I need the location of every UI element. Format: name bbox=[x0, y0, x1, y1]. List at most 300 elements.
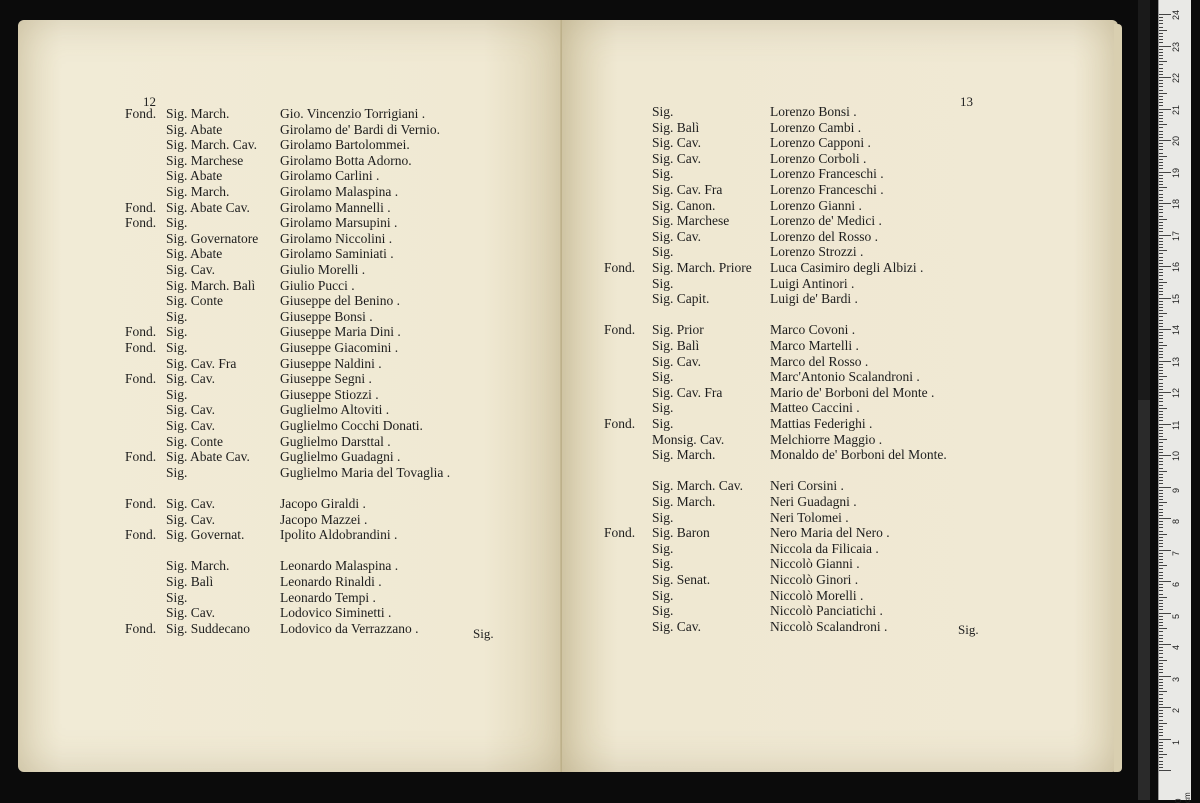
title-label: Sig. March. bbox=[166, 558, 230, 574]
ruler-tick bbox=[1159, 761, 1163, 762]
ruler-tick bbox=[1159, 461, 1163, 462]
title-label: Sig. bbox=[652, 275, 674, 291]
ruler-tick bbox=[1159, 203, 1171, 204]
ruler-tick bbox=[1159, 672, 1163, 673]
ruler-tick bbox=[1159, 518, 1171, 519]
ruler-tick bbox=[1159, 146, 1163, 147]
ruler-tick bbox=[1159, 701, 1163, 702]
name-label: Monaldo de' Borboni del Monte. bbox=[770, 447, 947, 463]
ruler-tick bbox=[1159, 46, 1171, 47]
title-label: Sig. Balì bbox=[652, 338, 700, 353]
name-label: Giulio Pucci . bbox=[280, 277, 355, 293]
ruler-tick bbox=[1159, 553, 1163, 554]
title-label: Sig. March. bbox=[652, 494, 716, 509]
fond-label: Fond. bbox=[125, 496, 157, 511]
ruler-tick bbox=[1159, 493, 1163, 494]
ruler-tick bbox=[1159, 638, 1163, 639]
ruler-tick bbox=[1159, 323, 1163, 324]
ruler-tick bbox=[1159, 446, 1163, 447]
catchword: Sig. bbox=[473, 626, 494, 641]
ruler-tick bbox=[1159, 398, 1163, 399]
ruler-tick bbox=[1159, 361, 1171, 362]
title-label: Monsig. Cav. bbox=[652, 431, 725, 447]
ruler-number: 14 bbox=[1171, 324, 1181, 335]
ruler-tick bbox=[1159, 14, 1171, 15]
title-label: Sig. Prior bbox=[652, 322, 704, 338]
ruler-tick bbox=[1159, 291, 1163, 292]
ruler-tick bbox=[1159, 159, 1163, 160]
title-label: Sig. bbox=[166, 464, 188, 480]
ruler-tick bbox=[1159, 764, 1163, 765]
name-label: Giuseppe del Benino . bbox=[280, 293, 400, 309]
ruler-tick bbox=[1159, 603, 1163, 604]
ruler-tick bbox=[1159, 354, 1163, 355]
ruler-tick bbox=[1159, 235, 1171, 236]
ruler-tick bbox=[1159, 424, 1171, 425]
title-label: Sig. Balì bbox=[166, 574, 214, 589]
ruler-tick bbox=[1159, 653, 1163, 654]
ruler-number: 17 bbox=[1171, 230, 1181, 241]
name-label: Guglielmo Guadagni . bbox=[280, 449, 401, 465]
ruler-tick bbox=[1159, 442, 1163, 443]
ruler-tick bbox=[1159, 121, 1163, 122]
ruler-tick bbox=[1159, 294, 1163, 295]
ruler-tick bbox=[1159, 109, 1171, 110]
ruler-tick bbox=[1159, 578, 1163, 579]
name-label: Girolamo Niccolini . bbox=[280, 230, 393, 246]
ruler-number: 12 bbox=[1171, 387, 1181, 398]
ruler-tick bbox=[1159, 685, 1163, 686]
title-label: Sig. Marchese bbox=[652, 213, 730, 229]
title-label: Sig. Canon. bbox=[652, 197, 716, 213]
title-label: Sig. bbox=[166, 324, 188, 340]
ruler-tick bbox=[1159, 694, 1163, 695]
ruler-tick bbox=[1159, 742, 1163, 743]
ruler-tick bbox=[1159, 206, 1163, 207]
title-label: Sig. Conte bbox=[166, 293, 224, 309]
ruler-tick bbox=[1159, 395, 1163, 396]
ruler-tick bbox=[1159, 452, 1163, 453]
title-label: Sig. Abate Cav. bbox=[166, 199, 250, 215]
ruler-tick bbox=[1159, 657, 1163, 658]
ruler-tick bbox=[1159, 767, 1163, 768]
ruler-tick bbox=[1159, 660, 1167, 661]
name-label: Girolamo Malaspina . bbox=[280, 184, 399, 199]
ruler-tick bbox=[1159, 187, 1167, 188]
ruler-tick bbox=[1159, 99, 1163, 100]
ruler-tick bbox=[1159, 175, 1163, 176]
ruler-tick bbox=[1159, 430, 1163, 431]
right-page bbox=[562, 20, 1118, 772]
ruler-tick bbox=[1159, 23, 1163, 24]
color-strip bbox=[1138, 400, 1150, 800]
ruler-tick bbox=[1159, 729, 1163, 730]
ruler-tick bbox=[1159, 250, 1167, 251]
ruler-tick bbox=[1159, 663, 1163, 664]
ruler-tick bbox=[1159, 754, 1167, 755]
ruler-tick bbox=[1159, 168, 1163, 169]
ruler-tick bbox=[1159, 635, 1163, 636]
name-label: Niccola da Filicaia . bbox=[770, 540, 879, 556]
ruler-tick bbox=[1159, 137, 1163, 138]
name-label: Lorenzo Cambi . bbox=[770, 119, 862, 135]
ruler-tick bbox=[1159, 58, 1163, 59]
ruler-tick bbox=[1159, 669, 1163, 670]
ruler-tick bbox=[1159, 483, 1163, 484]
title-label: Sig. bbox=[652, 416, 674, 431]
ruler-tick bbox=[1159, 383, 1163, 384]
ruler-tick bbox=[1159, 691, 1167, 692]
ruler-tick bbox=[1159, 590, 1163, 591]
ruler-tick bbox=[1159, 496, 1163, 497]
ruler-tick bbox=[1159, 140, 1171, 141]
ruler-tick bbox=[1159, 112, 1163, 113]
ruler-tick bbox=[1159, 726, 1163, 727]
ruler-number: 20 bbox=[1171, 135, 1181, 146]
fond-label: Fond. bbox=[125, 527, 157, 543]
name-label: Matteo Caccini . bbox=[770, 400, 860, 416]
name-label: Marco Martelli . bbox=[770, 338, 859, 353]
ruler-tick bbox=[1159, 285, 1163, 286]
name-label: Luca Casimiro degli Albizi . bbox=[770, 260, 924, 275]
ruler-tick bbox=[1159, 732, 1163, 733]
ruler-tick bbox=[1159, 751, 1163, 752]
ruler-number: 1 bbox=[1171, 739, 1181, 745]
ruler-tick bbox=[1159, 27, 1163, 28]
ruler-tick bbox=[1159, 162, 1163, 163]
ruler-tick bbox=[1159, 238, 1163, 239]
ruler-tick bbox=[1159, 228, 1163, 229]
ruler-tick bbox=[1159, 723, 1167, 724]
ruler-tick bbox=[1159, 222, 1163, 223]
ruler-tick bbox=[1159, 298, 1171, 299]
ruler-tick bbox=[1159, 414, 1163, 415]
title-label: Sig. Cav. bbox=[652, 135, 702, 151]
title-label: Sig. Abate bbox=[166, 168, 223, 184]
ruler-tick bbox=[1159, 335, 1163, 336]
ruler-tick bbox=[1159, 745, 1163, 746]
ruler-tick bbox=[1159, 650, 1163, 651]
ruler-tick bbox=[1159, 464, 1163, 465]
ruler-tick bbox=[1159, 449, 1163, 450]
title-label: Sig. Cav. bbox=[166, 496, 216, 511]
ruler-tick bbox=[1159, 320, 1163, 321]
ruler-tick bbox=[1159, 735, 1163, 736]
ruler-tick bbox=[1159, 241, 1163, 242]
title-label: Sig. bbox=[652, 400, 674, 416]
title-label: Sig. Capit. bbox=[652, 291, 710, 307]
title-label: Sig. bbox=[652, 556, 674, 572]
ruler-tick bbox=[1159, 253, 1163, 254]
ruler-tick bbox=[1159, 55, 1163, 56]
ruler-tick bbox=[1159, 647, 1163, 648]
ruler-tick bbox=[1159, 562, 1163, 563]
ruler-tick bbox=[1159, 594, 1163, 595]
title-label: Sig. Cav. Fra bbox=[166, 355, 237, 371]
title-label: Sig. Abate bbox=[166, 121, 223, 137]
ruler-tick bbox=[1159, 704, 1163, 705]
ruler-tick bbox=[1159, 477, 1163, 478]
title-label: Sig. March. bbox=[166, 106, 230, 121]
ruler-tick bbox=[1159, 505, 1163, 506]
title-label: Sig. Cav. bbox=[166, 605, 216, 621]
ruler-tick bbox=[1159, 288, 1163, 289]
ruler-tick bbox=[1159, 61, 1167, 62]
name-label: Guglielmo Altoviti . bbox=[280, 402, 390, 418]
ruler-tick bbox=[1159, 720, 1163, 721]
ruler-tick bbox=[1159, 666, 1163, 667]
ruler-tick bbox=[1159, 524, 1163, 525]
name-label: Niccolò Morelli . bbox=[770, 587, 864, 603]
ruler-tick bbox=[1159, 757, 1163, 758]
title-label: Sig. Baron bbox=[652, 525, 710, 541]
ruler-tick bbox=[1159, 392, 1171, 393]
ruler-tick bbox=[1159, 405, 1163, 406]
ruler-tick bbox=[1159, 42, 1163, 43]
name-label: Melchiorre Maggio . bbox=[770, 431, 883, 447]
ruler-unit-label: 0 cm bbox=[1174, 792, 1192, 803]
ruler-tick bbox=[1159, 770, 1171, 771]
name-label: Lorenzo Franceschi . bbox=[770, 182, 884, 197]
name-label: Giuseppe Giacomini . bbox=[280, 340, 399, 355]
name-label: Girolamo Carlini . bbox=[280, 168, 380, 184]
title-label: Sig. Cav. bbox=[652, 618, 702, 634]
name-label: Lorenzo Strozzi . bbox=[770, 244, 864, 260]
ruler-tick bbox=[1159, 480, 1163, 481]
ruler-tick bbox=[1159, 408, 1167, 409]
name-label: Lorenzo Corboli . bbox=[770, 150, 867, 166]
ruler-number: 11 bbox=[1171, 420, 1181, 430]
name-label: Lorenzo Gianni . bbox=[770, 197, 862, 213]
ruler-tick bbox=[1159, 260, 1163, 261]
ruler-tick bbox=[1159, 118, 1163, 119]
title-label: Sig. March. bbox=[652, 447, 716, 463]
ruler-tick bbox=[1159, 676, 1171, 677]
ruler-tick bbox=[1159, 357, 1163, 358]
name-label: Leonardo Malaspina . bbox=[280, 558, 399, 574]
name-label: Girolamo Botta Adorno. bbox=[280, 152, 412, 168]
ruler-tick bbox=[1159, 257, 1163, 258]
title-label: Sig. Abate bbox=[166, 246, 223, 262]
ruler-tick bbox=[1159, 351, 1163, 352]
title-label: Sig. bbox=[652, 509, 674, 525]
ruler-tick bbox=[1159, 474, 1163, 475]
title-label: Sig. bbox=[166, 589, 188, 605]
ruler-tick bbox=[1159, 455, 1171, 456]
ruler-tick bbox=[1159, 641, 1163, 642]
ruler-tick bbox=[1159, 609, 1163, 610]
ruler-tick bbox=[1159, 49, 1163, 50]
title-label: Sig. Cav. Fra bbox=[652, 384, 723, 400]
ruler-tick bbox=[1159, 471, 1167, 472]
name-label: Girolamo Saminiati . bbox=[280, 246, 394, 262]
ruler-number: 15 bbox=[1171, 293, 1181, 304]
ruler-tick bbox=[1159, 212, 1163, 213]
ruler-number: 19 bbox=[1171, 167, 1181, 178]
ruler-tick bbox=[1159, 512, 1163, 513]
ruler-tick bbox=[1159, 30, 1167, 31]
ruler-tick bbox=[1159, 439, 1167, 440]
ruler-tick bbox=[1159, 184, 1163, 185]
ruler-tick bbox=[1159, 153, 1163, 154]
ruler-tick bbox=[1159, 304, 1163, 305]
name-label: Mario de' Borboni del Monte . bbox=[770, 384, 935, 400]
ruler-number: 3 bbox=[1171, 676, 1181, 682]
open-book bbox=[10, 10, 1120, 785]
ruler-tick bbox=[1159, 739, 1171, 740]
ruler-tick bbox=[1159, 17, 1163, 18]
ruler-tick bbox=[1159, 316, 1163, 317]
ruler-tick bbox=[1159, 307, 1163, 308]
name-label: Girolamo Bartolommei. bbox=[280, 137, 410, 153]
title-label: Sig. bbox=[652, 166, 674, 182]
title-label: Sig. March. Priore bbox=[652, 260, 752, 275]
name-label: Luigi de' Bardi . bbox=[770, 291, 858, 307]
ruler-tick bbox=[1159, 275, 1163, 276]
measurement-ruler bbox=[1158, 0, 1192, 803]
ruler-tick bbox=[1159, 194, 1163, 195]
ruler-tick bbox=[1159, 86, 1163, 87]
name-label: Giuseppe Naldini . bbox=[280, 355, 382, 371]
ruler-tick bbox=[1159, 80, 1163, 81]
name-label: Luigi Antinori . bbox=[770, 275, 855, 291]
ruler-tick bbox=[1159, 127, 1163, 128]
ruler-tick bbox=[1159, 71, 1163, 72]
title-label: Sig. Balì bbox=[652, 119, 700, 135]
ruler-tick bbox=[1159, 401, 1163, 402]
ruler-tick bbox=[1159, 52, 1163, 53]
ruler-tick bbox=[1159, 90, 1163, 91]
name-label: Giulio Morelli . bbox=[280, 262, 366, 277]
ruler-tick bbox=[1159, 556, 1163, 557]
ruler-tick bbox=[1159, 367, 1163, 368]
ruler-tick bbox=[1159, 575, 1163, 576]
name-label: Guglielmo Darsttal . bbox=[280, 433, 391, 449]
ruler-tick bbox=[1159, 534, 1167, 535]
ruler-tick bbox=[1159, 550, 1171, 551]
ruler-number: 6 bbox=[1171, 581, 1181, 587]
ruler-tick bbox=[1159, 279, 1163, 280]
title-label: Sig. bbox=[652, 603, 674, 619]
ruler-number: 7 bbox=[1171, 550, 1181, 556]
ruler-number: 8 bbox=[1171, 518, 1181, 524]
ruler-number: 23 bbox=[1171, 41, 1181, 52]
ruler-tick bbox=[1159, 338, 1163, 339]
ruler-tick bbox=[1159, 332, 1163, 333]
ruler-tick bbox=[1159, 565, 1167, 566]
ruler-tick bbox=[1159, 165, 1163, 166]
ruler-tick bbox=[1159, 68, 1163, 69]
name-label: Giuseppe Bonsi . bbox=[280, 308, 373, 324]
ruler-tick bbox=[1159, 373, 1163, 374]
ruler-number: 16 bbox=[1171, 261, 1181, 272]
ruler-tick bbox=[1159, 487, 1171, 488]
ruler-tick bbox=[1159, 490, 1163, 491]
ruler-tick bbox=[1159, 436, 1163, 437]
ruler-tick bbox=[1159, 64, 1163, 65]
title-label: Sig. bbox=[652, 587, 674, 603]
fond-label: Fond. bbox=[604, 525, 636, 541]
fond-label: Fond. bbox=[125, 106, 157, 121]
ruler-tick bbox=[1159, 568, 1163, 569]
ruler-number: 22 bbox=[1171, 72, 1181, 83]
ruler-tick bbox=[1159, 219, 1167, 220]
ruler-tick bbox=[1159, 716, 1163, 717]
name-label: Niccolò Scalandroni . bbox=[770, 618, 888, 634]
ruler-tick bbox=[1159, 345, 1167, 346]
ruler-tick bbox=[1159, 83, 1163, 84]
ruler-tick bbox=[1159, 36, 1163, 37]
ruler-tick bbox=[1159, 93, 1167, 94]
title-label: Sig. Marchese bbox=[166, 152, 244, 168]
page-number: 12 bbox=[143, 94, 156, 109]
name-label: Jacopo Giraldi . bbox=[280, 496, 366, 511]
ruler-tick bbox=[1159, 420, 1163, 421]
name-label: Lorenzo Bonsi . bbox=[770, 104, 857, 119]
name-label: Giuseppe Segni . bbox=[280, 371, 372, 387]
ruler-tick bbox=[1159, 389, 1163, 390]
ruler-tick bbox=[1159, 587, 1163, 588]
ruler-tick bbox=[1159, 342, 1163, 343]
name-label: Girolamo Mannelli . bbox=[280, 199, 391, 215]
name-label: Marc'Antonio Scalandroni . bbox=[770, 369, 920, 385]
name-label: Ipolito Aldobrandini . bbox=[280, 527, 398, 543]
title-label: Sig. Conte bbox=[166, 433, 224, 449]
title-label: Sig. Cav. bbox=[652, 228, 702, 244]
ruler-number: 18 bbox=[1171, 198, 1181, 209]
left-page bbox=[18, 20, 566, 772]
ruler-tick bbox=[1159, 521, 1163, 522]
ruler-tick bbox=[1159, 329, 1171, 330]
ruler-tick bbox=[1159, 272, 1163, 273]
title-label: Sig. bbox=[166, 386, 188, 402]
ruler-tick bbox=[1159, 546, 1163, 547]
ruler-tick bbox=[1159, 131, 1163, 132]
ruler-number: 4 bbox=[1171, 644, 1181, 650]
name-label: Niccolò Gianni . bbox=[770, 556, 860, 572]
ruler-tick bbox=[1159, 172, 1171, 173]
name-label: Leonardo Tempi . bbox=[280, 589, 376, 605]
title-label: Sig. Cav. bbox=[166, 262, 216, 277]
ruler-tick bbox=[1159, 266, 1171, 267]
title-label: Sig. March. Cav. bbox=[652, 478, 743, 494]
ruler-tick bbox=[1159, 376, 1167, 377]
ruler-tick bbox=[1159, 625, 1163, 626]
ruler-tick bbox=[1159, 143, 1163, 144]
ruler-tick bbox=[1159, 631, 1163, 632]
name-label: Marco del Rosso . bbox=[770, 353, 869, 369]
ruler-tick bbox=[1159, 247, 1163, 248]
title-label: Sig. Cav. bbox=[652, 150, 702, 166]
ruler-tick bbox=[1159, 613, 1171, 614]
ruler-tick bbox=[1159, 105, 1163, 106]
ruler-tick bbox=[1159, 600, 1163, 601]
title-label: Sig. Abate Cav. bbox=[166, 449, 250, 465]
fond-label: Fond. bbox=[125, 340, 157, 355]
name-label: Lorenzo del Rosso . bbox=[770, 228, 878, 244]
name-label: Lorenzo Franceschi . bbox=[770, 166, 884, 182]
name-label: Niccolò Panciatichi . bbox=[770, 603, 883, 619]
name-label: Giuseppe Maria Dini . bbox=[280, 324, 401, 340]
name-label: Gio. Vincenzio Torrigiani . bbox=[280, 106, 426, 121]
catchword: Sig. bbox=[958, 622, 979, 637]
ruler-tick bbox=[1159, 269, 1163, 270]
ruler-tick bbox=[1159, 540, 1163, 541]
ruler-tick bbox=[1159, 33, 1163, 34]
page-edge bbox=[1114, 24, 1122, 772]
name-label: Guglielmo Cocchi Donati. bbox=[280, 418, 423, 433]
title-label: Sig. bbox=[166, 215, 188, 231]
